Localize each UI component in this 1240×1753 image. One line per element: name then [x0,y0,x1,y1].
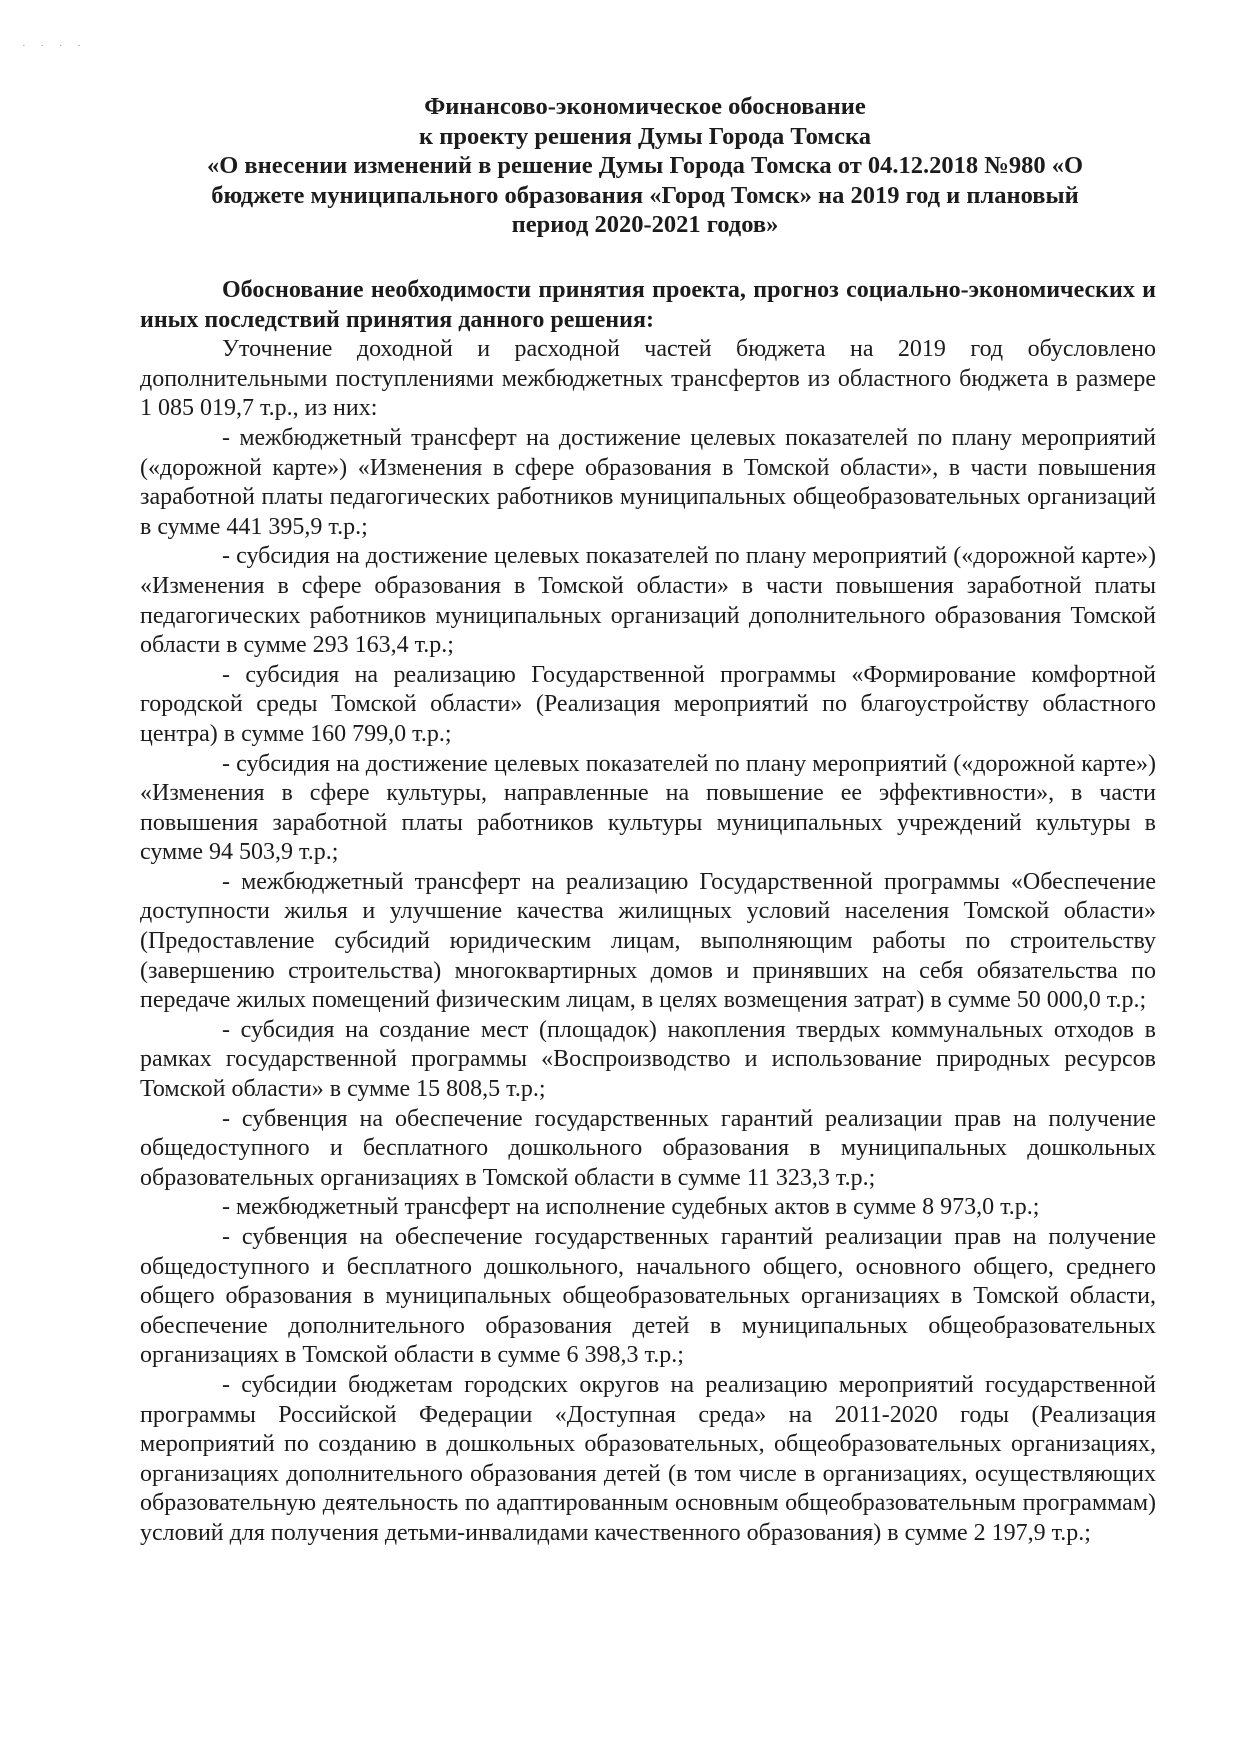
list-item: - субсидия на достижение целевых показателей по плану мероприятий («дорожной карте») «Изменения в сфере культуры, направленные на повышение ее эффективности», в части повышения заработной платы работников культуры муниципальных учреждений культуры в сумме 94 503,9 т.р.; [140,750,1156,866]
list-item: - субвенция на обеспечение государственных гарантий реализации прав на получение общедоступного и бесплатного дошкольного образования в муниципальных дошкольных образовательных организациях в Томской области в сумме 11 323,3 т.р.; [140,1105,1156,1191]
title-line: Финансово-экономическое обоснование [424,93,866,120]
list-item: - субсидии бюджетам городских округов на реализацию мероприятий государственной программы Российской Федерации «Доступная среда» на 2011-2020 годы (Реализация мероприятий по созданию в дошкольных образовательных, общеобразовательных организациях, организациях дополнительного образования детей (в том числе в организациях, осуществляющих образовательную деятельность по адаптированным основным общеобразовательным программам) условий для получения детьми-инвалидами качественного образования) в сумме 2 197,9 т.р.; [140,1371,1156,1546]
list-item: - межбюджетный трансферт на достижение целевых показателей по плану мероприятий («дорожной карте») «Изменения в сфере образования в Томской области», в части повышения заработной платы педагогических работников муниципальных общеобразовательных организаций в сумме 441 395,9 т.р.; [140,424,1156,540]
intro-paragraph: Уточнение доходной и расходной частей бюджета на 2019 год обусловлено дополнительными поступлениями межбюджетных трансфертов из областного бюджета в размере 1 085 019,7 т.р., из них: [140,336,1156,422]
scan-corner-marks: · · · · [22,40,87,52]
document-title [150,92,1140,240]
list-item: - субсидия на достижение целевых показателей по плану мероприятий («дорожной карте») «Изменения в сфере образования в Томской области» в части повышения заработной платы педагогических работников муниципальных организаций дополнительного образования Томской области в сумме 293 163,4 т.р.; [140,543,1156,659]
list-item: - субсидия на реализацию Государственной программы «Формирование комфортной городской среды Томской области» (Реализация мероприятий по благоустройству областного центра) в сумме 160 799,0 т.р.; [140,661,1156,747]
list-item: - субвенция на обеспечение государственных гарантий реализации прав на получение общедоступного и бесплатного дошкольного, начального общего, основного общего, среднего общего образования в муниципальных общеобразовательных организациях в Томской области, обеспечение дополнительного образования детей в муниципальных общеобразовательных организациях в Томской области в сумме 6 398,3 т.р.; [140,1224,1156,1369]
list-item: - субсидия на создание мест (площадок) накопления твердых коммунальных отходов в рамках государственной программы «Воспроизводство и использование природных ресурсов Томской области» в сумме 15 808,5 т.р.; [140,1016,1156,1103]
title-line: «О внесении изменений в решение Думы Города Томска от 04.12.2018 №980 «О [206,152,1084,179]
title-line: период 2020-2021 годов» [511,211,779,238]
document-body [140,276,1156,1549]
justification-heading: Обоснование необходимости принятия проекта, прогноз социально-экономических и иных последствий принятия данного решения: [140,277,1156,333]
list-item: - межбюджетный трансферт на исполнение судебных актов в сумме 8 973,0 т.р.; [222,1194,1040,1221]
title-line: к проекту решения Думы Города Томска [419,122,871,150]
list-item: - межбюджетный трансферт на реализацию Государственной программы «Обеспечение доступности жилья и улучшение качества жилищных условий населения Томской области» (Предоставление субсидий юридическим лицам, выполняющим работы по строительству (завершению строительства) многоквартирных домов и принявших на себя обязательства по передаче жилых помещений физическим лицам, в целях возмещения затрат) в сумме 50 000,0 т.р.; [140,868,1156,1014]
title-line: бюджете муниципального образования «Город Томск» на 2019 год и плановый [211,181,1079,209]
